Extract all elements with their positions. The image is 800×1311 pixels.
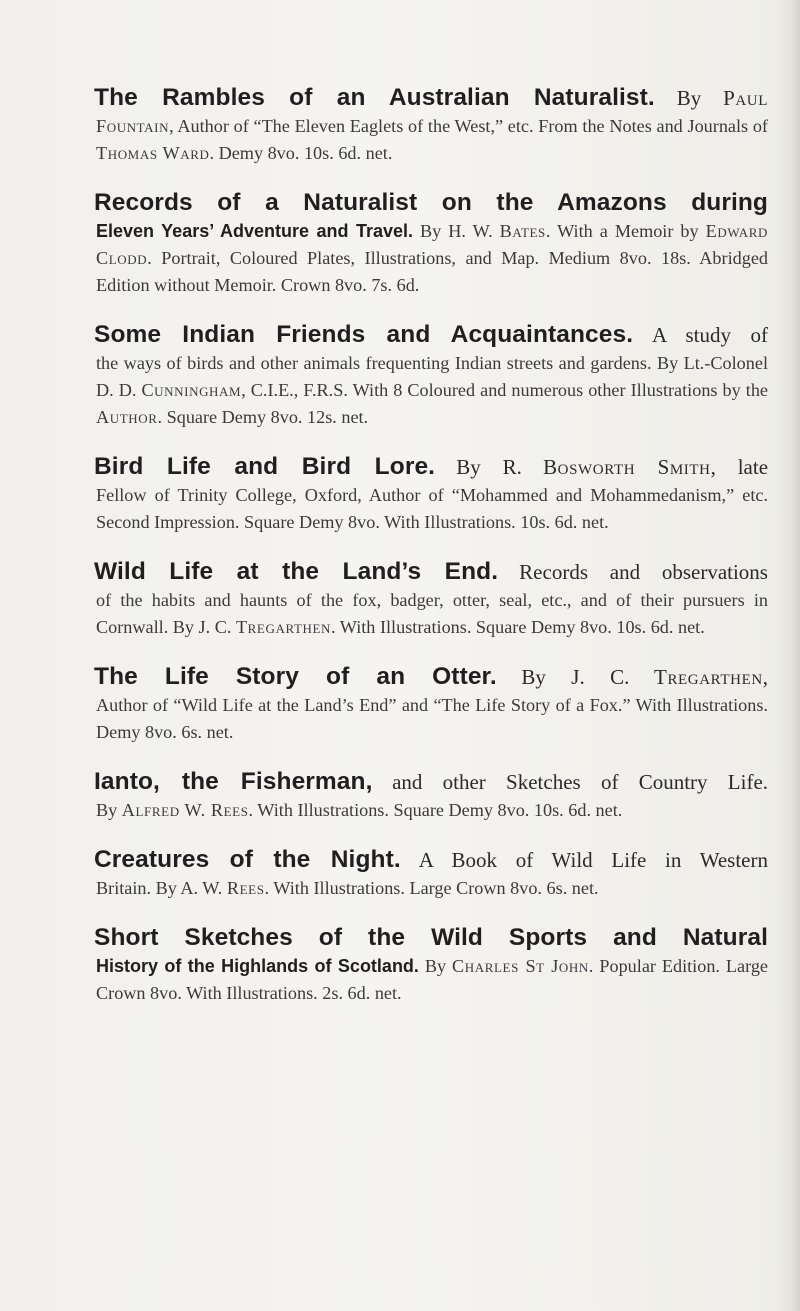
entry-description: By: [418, 956, 453, 976]
book-title: Creatures of the Night.: [94, 846, 401, 873]
author-suffix: ,: [762, 665, 769, 689]
entry-description-2: . With a Memoir by: [545, 221, 706, 241]
catalogue-entry-bird-life: [96, 453, 768, 536]
entry-description: , Author of “The Eleven Eaglets of the West,” etc. From the Notes and Journals of: [169, 116, 768, 136]
page-edge-shadow: [774, 0, 800, 1311]
entry-details: Fellow of Trinity College, Oxford, Author of “Mohammed and Mohammedanism,” etc. Second Impression. Square Demy 8vo. With Illustrations. 10s. 6d. net.: [96, 485, 768, 532]
author-suffix: , late: [710, 455, 769, 479]
author-name: Bates: [499, 221, 546, 241]
entry-details: . Portrait, Coloured Plates, Illustrations, and Map. Medium 8vo. 18s. Abridged Edition without Memoir. Crown 8vo. 7s. 6d.: [96, 248, 768, 295]
entry-text: [96, 924, 768, 1007]
entry-details: . With Illustrations. Large Crown 8vo. 6s. net.: [264, 878, 599, 898]
entry-text: [96, 558, 768, 641]
book-subtitle: History of the Highlands of Scotland.: [96, 956, 419, 976]
author-name: Rees: [226, 878, 265, 898]
entry-details: . Demy 8vo. 10s. 6d. net.: [209, 143, 393, 163]
entry-text: [96, 846, 768, 902]
author-name: Tregarthen: [654, 665, 763, 689]
catalogue-entry-indian-friends: [96, 321, 768, 431]
book-catalogue: [96, 84, 768, 1029]
entry-text: [96, 321, 768, 431]
person-name: Thomas Ward: [96, 143, 210, 163]
person-name: Author: [96, 407, 158, 427]
catalogue-entry-otter: [96, 663, 768, 746]
title-continuation: and other Sketches of Country Life.: [392, 770, 769, 794]
author-name: Paul: [723, 86, 769, 110]
book-title: Bird Life and Bird Lore.: [94, 453, 436, 480]
entry-first-line: [94, 846, 768, 875]
entry-first-line: [94, 924, 768, 953]
entry-description: Britain. By A. W.: [96, 878, 227, 898]
book-title: Ianto, the Fisherman,: [94, 768, 373, 795]
title-continuation: Records and observations: [519, 560, 768, 584]
author-name: Bosworth Smith: [543, 455, 711, 479]
entry-first-line: [94, 663, 768, 692]
entry-description: By: [96, 800, 122, 820]
person-name: Edward Clodd: [96, 221, 768, 268]
entry-description: of the habits and haunts of the fox, badger, otter, seal, etc., and of their pursuers in Cornwall. By J. C.: [96, 590, 768, 637]
entry-first-line: [94, 189, 768, 218]
title-continuation: By J. C.: [521, 665, 630, 689]
catalogue-entry-ianto: [96, 768, 768, 824]
entry-details: . With Illustrations. Square Demy 8vo. 10s. 6d. net.: [248, 800, 623, 820]
entry-details: . Square Demy 8vo. 12s. net.: [157, 407, 369, 427]
entry-description: By H. W.: [413, 221, 500, 241]
entry-text: [96, 189, 768, 299]
author-surname: Fountain: [96, 116, 170, 136]
entry-details: Author of “Wild Life at the Land’s End” and “The Life Story of a Fox.” With Illustrations. Demy 8vo. 6s. net.: [96, 695, 768, 742]
catalogue-entry-short-sketches: [96, 924, 768, 1007]
title-continuation: A study of: [651, 323, 768, 347]
author-name: Cunningham: [141, 380, 242, 400]
book-title: The Rambles of an Australian Naturalist.: [94, 84, 655, 111]
entry-text: [96, 84, 768, 167]
author-name: Charles St John: [452, 956, 589, 976]
entry-text: [96, 453, 768, 536]
title-continuation: By: [676, 86, 702, 110]
title-continuation: A Book of Wild Life in Western: [418, 848, 768, 872]
book-title: Some Indian Friends and Acquaintances.: [94, 321, 634, 348]
entry-first-line: [94, 84, 768, 113]
entry-first-line: [94, 453, 768, 482]
book-title: Short Sketches of the Wild Sports and Natural: [94, 924, 768, 951]
entry-text: [96, 768, 768, 824]
entry-details: . With Illustrations. Square Demy 8vo. 10s. 6d. net.: [331, 617, 705, 637]
book-title: Wild Life at the Land’s End.: [94, 558, 499, 585]
entry-description: the ways of birds and other animals frequenting Indian streets and gardens. By Lt.-Colonel D. D.: [96, 353, 768, 400]
entry-first-line: [94, 768, 768, 797]
book-title: The Life Story of an Otter.: [94, 663, 497, 690]
entry-first-line: [94, 321, 768, 350]
author-name: Alfred W. Rees: [121, 800, 249, 820]
catalogue-entry-amazons: [96, 189, 768, 299]
entry-text: [96, 663, 768, 746]
book-subtitle: Eleven Years’ Adventure and Travel.: [96, 221, 414, 241]
entry-details: . Popular Edition. Large Crown 8vo. With Illustrations. 2s. 6d. net.: [96, 956, 768, 1003]
entry-first-line: [94, 558, 768, 587]
author-name: Tregarthen: [235, 617, 331, 637]
catalogue-entry-wild-life-lands-end: [96, 558, 768, 641]
title-continuation: By R.: [456, 455, 522, 479]
book-title: Records of a Naturalist on the Amazons during: [94, 189, 768, 216]
catalogue-entry-creatures-night: [96, 846, 768, 902]
entry-description-2: , C.I.E., F.R.S. With 8 Coloured and numerous other Illustrations by the: [241, 380, 768, 400]
catalogue-entry-rambles: [96, 84, 768, 167]
